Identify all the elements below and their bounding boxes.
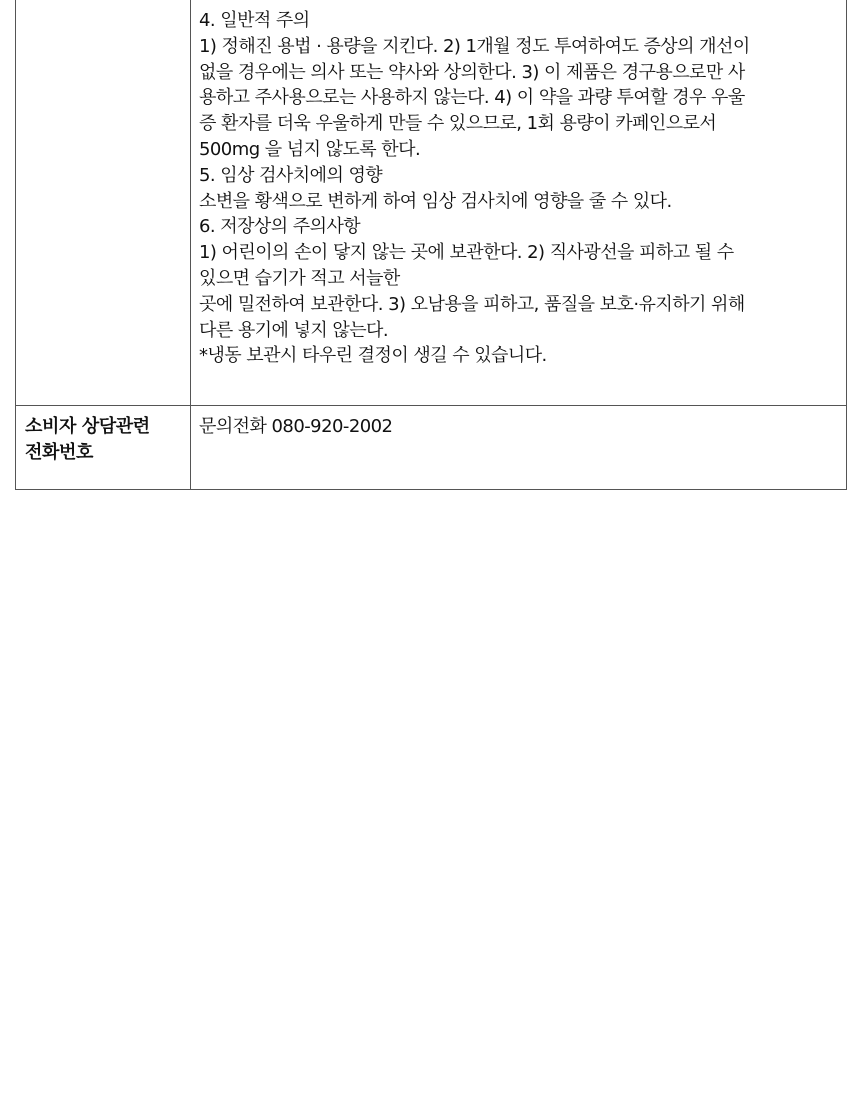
precautions-line: 5. 임상 검사치에의 영향: [199, 164, 383, 186]
precautions-line: 다른 용기에 넣지 않는다.: [199, 319, 389, 341]
precautions-line: 없을 경우에는 의사 또는 약사와 상의한다. 3) 이 제품은 경구용으로만 사: [199, 61, 745, 83]
precautions-line: 증 환자를 더욱 우울하게 만들 수 있으므로, 1회 용량이 카페인으로서: [199, 113, 717, 135]
contact-content-cell: [191, 406, 847, 490]
precautions-line: 소변을 황색으로 변하게 하여 임상 검사치에 영향을 줄 수 있다.: [199, 190, 672, 212]
precautions-line: 4. 일반적 주의: [199, 10, 310, 31]
precautions-line: 곳에 밀전하여 보관한다. 3) 오남용을 피하고, 품질을 보호·유지하기 위해: [199, 293, 745, 315]
precautions-label: [16, 0, 190, 7]
precautions-line: 있으면 습기가 적고 서늘한: [199, 267, 400, 289]
precautions-line: 6. 저장상의 주의사항: [199, 216, 361, 238]
precautions-row: [16, 0, 847, 406]
product-info-table: [15, 0, 847, 490]
precautions-line: 용하고 주사용으로는 사용하지 않는다. 4) 이 약을 과량 투여할 경우 우울: [199, 87, 745, 109]
precautions-line: 500mg 을 넘지 않도록 한다.: [199, 138, 421, 160]
contact-phone-text: 문의전화 080-920-2002: [199, 416, 393, 437]
precautions-content-cell: [191, 0, 847, 406]
precautions-line: *냉동 보관시 타우린 결정이 생길 수 있습니다.: [199, 345, 547, 367]
precautions-text: [191, 0, 846, 369]
precautions-label-cell: [16, 0, 191, 406]
precautions-line: 1) 어린이의 손이 닿지 않는 곳에 보관한다. 2) 직사광선을 피하고 될 수: [199, 242, 734, 264]
contact-row: [16, 406, 847, 490]
contact-label-cell: [16, 406, 191, 490]
precautions-line: 1) 정해진 용법 · 용량을 지킨다. 2) 1개월 정도 투여하여도 증상의 개선이: [199, 35, 750, 57]
contact-label: 소비자 상담관련 전화번호: [25, 416, 150, 463]
